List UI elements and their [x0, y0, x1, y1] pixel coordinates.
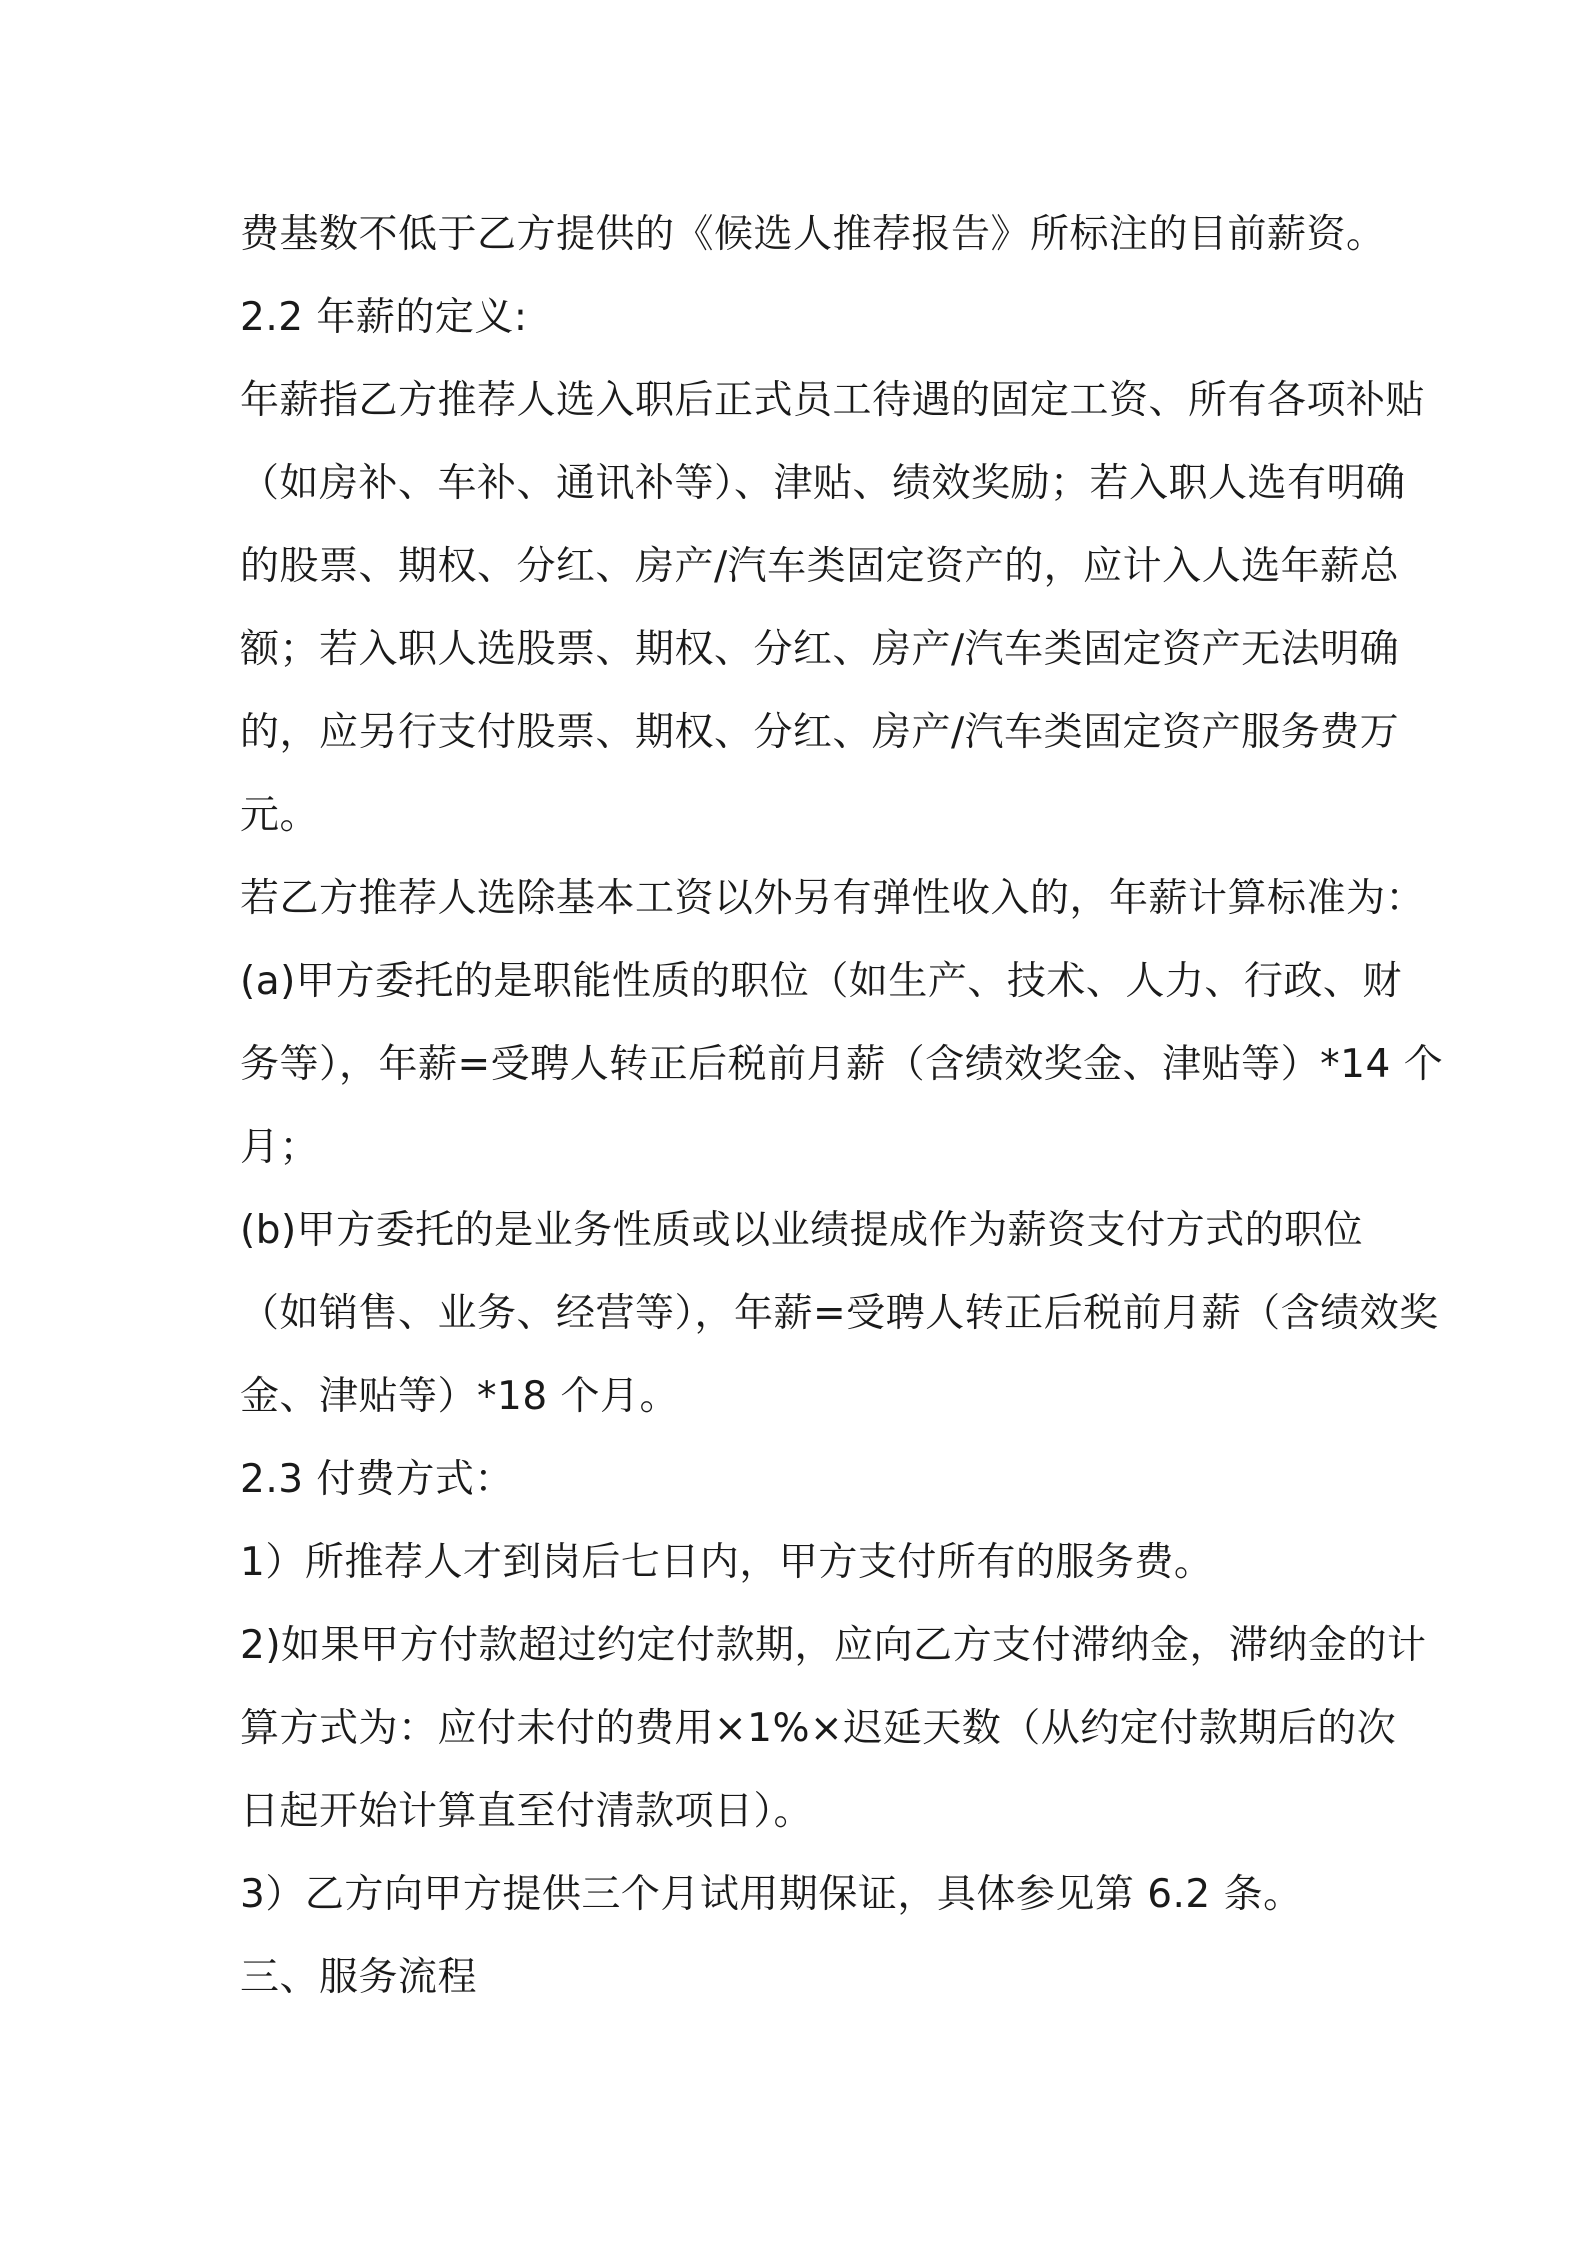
paragraph-line: 额；若入职人选股票、期权、分红、房产/汽车类固定资产无法明确 [240, 627, 1400, 672]
list-item-3: 3）乙方向甲方提供三个月试用期保证，具体参见第 6.2 条。 [240, 1872, 1303, 1917]
paragraph-line: 若乙方推荐人选除基本工资以外另有弹性收入的，年薪计算标准为： [240, 876, 1426, 921]
paragraph-line: 费基数不低于乙方提供的《候选人推荐报告》所标注的目前薪资。 [240, 212, 1386, 257]
paragraph-line: 日起开始计算直至付清款项日）。 [240, 1789, 814, 1834]
list-item-1: 1）所推荐人才到岗后七日内，甲方支付所有的服务费。 [240, 1540, 1214, 1585]
paragraph-line: 务等），年薪=受聘人转正后税前月薪（含绩效奖金、津贴等）*14 个 [240, 1042, 1444, 1087]
paragraph-line: 元。 [240, 793, 320, 838]
paragraph-line: 金、津贴等）*18 个月。 [240, 1374, 680, 1419]
section-heading-3: 三、服务流程 [240, 1955, 478, 2000]
paragraph-line: 的股票、期权、分红、房产/汽车类固定资产的，应计入人选年薪总 [240, 544, 1400, 589]
paragraph-line: 月； [240, 1125, 320, 1170]
section-heading-2-2: 2.2 年薪的定义: [240, 295, 528, 340]
document-body [240, 193, 1444, 2019]
paragraph-line: 年薪指乙方推荐人选入职后正式员工待遇的固定工资、所有各项补贴 [240, 378, 1426, 423]
list-item-2: 2)如果甲方付款超过约定付款期，应向乙方支付滞纳金，滞纳金的计 [240, 1623, 1427, 1668]
list-item-b: (b)甲方委托的是业务性质或以业绩提成作为薪资支付方式的职位 [240, 1208, 1364, 1253]
paragraph-line: 的，应另行支付股票、期权、分红、房产/汽车类固定资产服务费万 [240, 710, 1400, 755]
list-item-a: (a)甲方委托的是职能性质的职位（如生产、技术、人力、行政、财 [240, 959, 1402, 1004]
paragraph-line: 算方式为：应付未付的费用×1%×迟延天数（从约定付款期后的次 [240, 1706, 1397, 1751]
paragraph-line: （如房补、车补、通讯补等）、津贴、绩效奖励；若入职人选有明确 [240, 461, 1406, 506]
section-heading-2-3: 2.3 付费方式： [240, 1457, 514, 1502]
paragraph-line: （如销售、业务、经营等），年薪=受聘人转正后税前月薪（含绩效奖 [240, 1291, 1439, 1336]
